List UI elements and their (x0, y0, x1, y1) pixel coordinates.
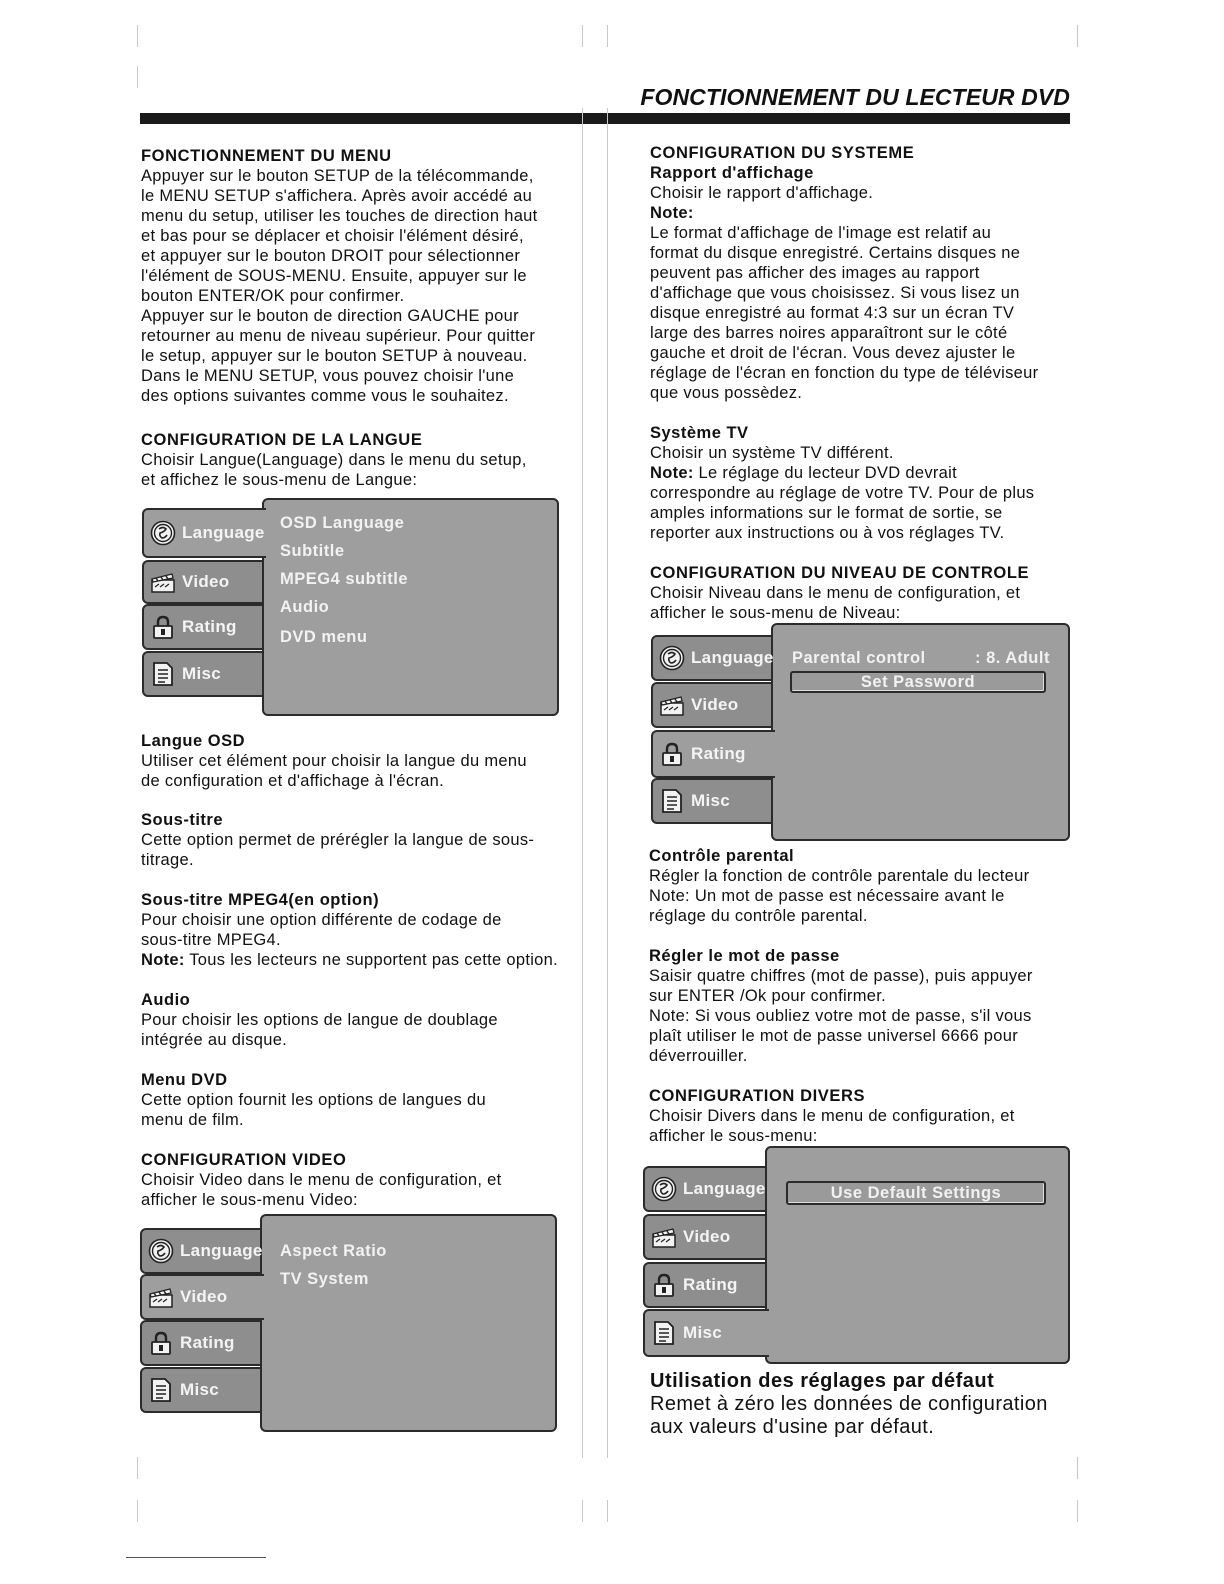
section-title: CONFIGURATION VIDEO (141, 1151, 347, 1169)
globe-icon (148, 1238, 174, 1264)
tab-label: Video (182, 572, 230, 591)
margin-tick (137, 1457, 138, 1479)
subsection-text: Cette option fournit les options de langues du menu de film. (141, 1091, 486, 1129)
section-title: FONCTIONNEMENT DU MENU (141, 147, 392, 165)
tab-language[interactable] (142, 508, 266, 558)
tab-label: Video (683, 1227, 731, 1246)
menu-item-osd-language[interactable]: OSD Language (280, 514, 405, 532)
note-label: Note: (141, 951, 185, 969)
menu-operation-section (141, 146, 611, 406)
subsection-title: Système TV (650, 424, 749, 442)
tab-rating[interactable] (140, 1320, 262, 1366)
misc-config-section (649, 1086, 1094, 1146)
tab-language[interactable] (643, 1166, 767, 1212)
menu-item-tv-system[interactable]: TV System (280, 1270, 369, 1288)
subsection-text: Choisir le rapport d'affichage. (650, 184, 874, 202)
tab-label: Rating (182, 617, 237, 636)
tab-label: Rating (691, 744, 746, 763)
osd-panel (765, 1146, 1070, 1364)
subsection-text: Cette option permet de prérégler la langue de sous- titrage. (141, 831, 535, 869)
tab-label: Language (180, 1241, 263, 1260)
tv-system-section (650, 423, 1095, 543)
clapperboard-icon (659, 692, 685, 718)
clapperboard-icon (651, 1224, 677, 1250)
lock-icon (651, 1272, 677, 1298)
menu-item-mpeg4-subtitle[interactable]: MPEG4 subtitle (280, 570, 409, 588)
subsection-title: Rapport d'affichage (650, 164, 814, 182)
document-icon (148, 1377, 174, 1403)
tab-misc[interactable] (142, 651, 264, 697)
parental-control-label[interactable]: Parental control (792, 649, 926, 667)
margin-tick (137, 25, 138, 47)
subsection-title: Langue OSD (141, 732, 246, 750)
clapperboard-icon (148, 1284, 174, 1310)
subsection-title: Audio (141, 991, 191, 1009)
tab-label: Language (683, 1179, 766, 1198)
tab-video[interactable] (651, 682, 773, 728)
use-default-settings-button[interactable]: Use Default Settings (786, 1181, 1046, 1205)
globe-icon (150, 520, 176, 546)
tab-label: Video (691, 695, 739, 714)
subsection-text: Remet à zéro les données de configuration aux valeurs d'usine par défaut. (650, 1393, 1048, 1438)
rating-config-section (650, 563, 1095, 623)
margin-tick (1077, 1457, 1078, 1479)
tab-rating[interactable] (643, 1262, 767, 1308)
section-title: CONFIGURATION DU SYSTEME (650, 144, 915, 162)
margin-tick (137, 66, 138, 88)
clapperboard-icon (150, 569, 176, 595)
margin-tick (137, 1500, 138, 1522)
section-text: Choisir Video dans le menu de configuration, et afficher le sous-menu Video: (141, 1171, 502, 1209)
set-password-section (649, 946, 1094, 1066)
tab-misc[interactable] (651, 778, 773, 824)
note-label: Note: (650, 204, 694, 222)
section-text: Choisir Langue(Language) dans le menu du setup, et affichez le sous-menu de Langue: (141, 451, 527, 489)
tab-label: Misc (683, 1323, 722, 1342)
language-config-section (141, 430, 611, 490)
tab-label: Rating (683, 1275, 738, 1294)
note-label: Note: (650, 464, 694, 482)
subsection-text: Saisir quatre chiffres (mot de passe), puis appuyer sur ENTER /Ok pour confirmer. Note: Si vous oubliez votre mot de passe, s'il vous plaît utiliser le mot de passe universel 6666 pour déverrouiller. (649, 967, 1033, 1065)
tab-label: Video (180, 1287, 228, 1306)
tab-rating[interactable] (142, 604, 264, 650)
tab-language[interactable] (651, 635, 773, 681)
tab-label: Misc (180, 1380, 219, 1399)
footer-rule (126, 1557, 266, 1558)
tab-label: Misc (691, 791, 730, 810)
subsection-text: Pour choisir une option différente de codage de sous-titre MPEG4. (141, 911, 502, 949)
section-text: Choisir Divers dans le menu de configuration, et afficher le sous-menu: (649, 1107, 1015, 1145)
video-config-section (141, 1150, 611, 1210)
tab-label: Rating (180, 1333, 235, 1352)
subsection-title: Sous-titre (141, 811, 224, 829)
tab-video[interactable] (142, 560, 264, 604)
default-settings-section (650, 1370, 1095, 1439)
subsection-text: Pour choisir les options de langue de doublage intégrée au disque. (141, 1011, 498, 1049)
tab-video[interactable] (643, 1214, 767, 1260)
tab-misc[interactable] (643, 1309, 769, 1357)
parental-control-section (649, 846, 1094, 926)
subsection-title: Contrôle parental (649, 847, 795, 865)
tab-video[interactable] (140, 1274, 264, 1320)
subsection-title: Régler le mot de passe (649, 947, 840, 965)
subsection-title: Sous-titre MPEG4(en option) (141, 891, 380, 909)
system-config-section (650, 143, 1095, 403)
tab-label: Misc (182, 664, 221, 683)
mpeg4-subtitle-section (141, 890, 611, 970)
tab-label: Language (182, 523, 265, 542)
lock-icon (150, 614, 176, 640)
margin-tick (607, 25, 608, 47)
menu-item-audio[interactable]: Audio (280, 598, 330, 616)
note-text: Tous les lecteurs ne supportent pas cette option. (184, 951, 559, 969)
section-text: Appuyer sur le bouton SETUP de la télécommande, le MENU SETUP s'affichera. Après avoir accédé au menu du setup, utiliser les touches de direction haut et bas pour se déplacer et choisir l'élément désiré, et appuyer sur le bouton DROIT pour sélectionner l'élément de SOUS-MENU. Ensuite, appuyer sur le bouton ENTER/OK pour confirmer. Appuyer sur le bouton de direction GAUCHE pour retourner au menu de niveau supérieur. Pour quitter le setup, appuyer sur le bouton SETUP à nouveau. Dans le MENU SETUP, vous pouvez choisir l'une des options suivantes comme vous le souhaitez. (141, 167, 538, 405)
document-icon (150, 661, 176, 687)
menu-item-aspect-ratio[interactable]: Aspect Ratio (280, 1242, 387, 1260)
margin-tick (582, 1500, 583, 1522)
document-icon (651, 1320, 677, 1346)
margin-tick (607, 1500, 608, 1522)
section-title: CONFIGURATION DE LA LANGUE (141, 431, 423, 449)
tab-language[interactable] (140, 1228, 262, 1274)
menu-item-subtitle[interactable]: Subtitle (280, 542, 345, 560)
tab-misc[interactable] (140, 1367, 262, 1413)
section-title: CONFIGURATION DU NIVEAU DE CONTROLE (650, 564, 1030, 582)
audio-section (141, 990, 611, 1050)
document-icon (659, 788, 685, 814)
header-rule (140, 113, 1070, 124)
osd-language-section (141, 731, 611, 791)
note-paragraph (650, 463, 1095, 543)
parental-control-value[interactable]: : 8. Adult (975, 649, 1050, 667)
margin-tick (1077, 25, 1078, 47)
subsection-title: Utilisation des réglages par défaut (650, 1370, 995, 1392)
tab-rating[interactable] (651, 730, 775, 778)
subsection-title: Menu DVD (141, 1071, 228, 1089)
menu-item-dvd-menu[interactable]: DVD menu (280, 628, 368, 646)
subtitle-section (141, 810, 611, 870)
margin-tick (582, 25, 583, 47)
dvd-menu-section (141, 1070, 611, 1130)
tab-label: Language (691, 648, 774, 667)
note-text: Le format d'affichage de l'image est relatif au format du disque enregistré. Certains disques ne peuvent pas afficher des images au rapport d'affichage que vous choisissez. Si vous lisez un disque enregistré au format 4:3 sur un écran TV large des barres noires apparaîtront sur le côté gauche et droit de l'écran. Vous devez ajuster le réglage de l'écran en fonction du type de téléviseur que vous possèdez. (650, 224, 1039, 402)
subsection-text: Utiliser cet élément pour choisir la langue du menu de configuration et d'affichage à l'écran. (141, 752, 527, 790)
set-password-button[interactable]: Set Password (790, 671, 1046, 693)
note-text: Le réglage du lecteur DVD devrait correspondre au réglage de votre TV. Pour de plus amples informations sur le format de sortie, se reporter aux instructions ou à vos réglages TV. (650, 464, 1035, 542)
section-title: CONFIGURATION DIVERS (649, 1087, 866, 1105)
globe-icon (651, 1176, 677, 1202)
lock-icon (659, 741, 685, 767)
subsection-text: Régler la fonction de contrôle parentale du lecteur Note: Un mot de passe est nécessaire avant le réglage du contrôle parental. (649, 867, 1030, 925)
lock-icon (148, 1330, 174, 1356)
note-line (141, 950, 611, 970)
subsection-text: Choisir un système TV différent. (650, 444, 894, 462)
globe-icon (659, 645, 685, 671)
margin-tick (1077, 1500, 1078, 1522)
page-header-title: FONCTIONNEMENT DU LECTEUR DVD (640, 84, 1070, 110)
section-text: Choisir Niveau dans le menu de configuration, et afficher le sous-menu de Niveau: (650, 584, 1021, 622)
